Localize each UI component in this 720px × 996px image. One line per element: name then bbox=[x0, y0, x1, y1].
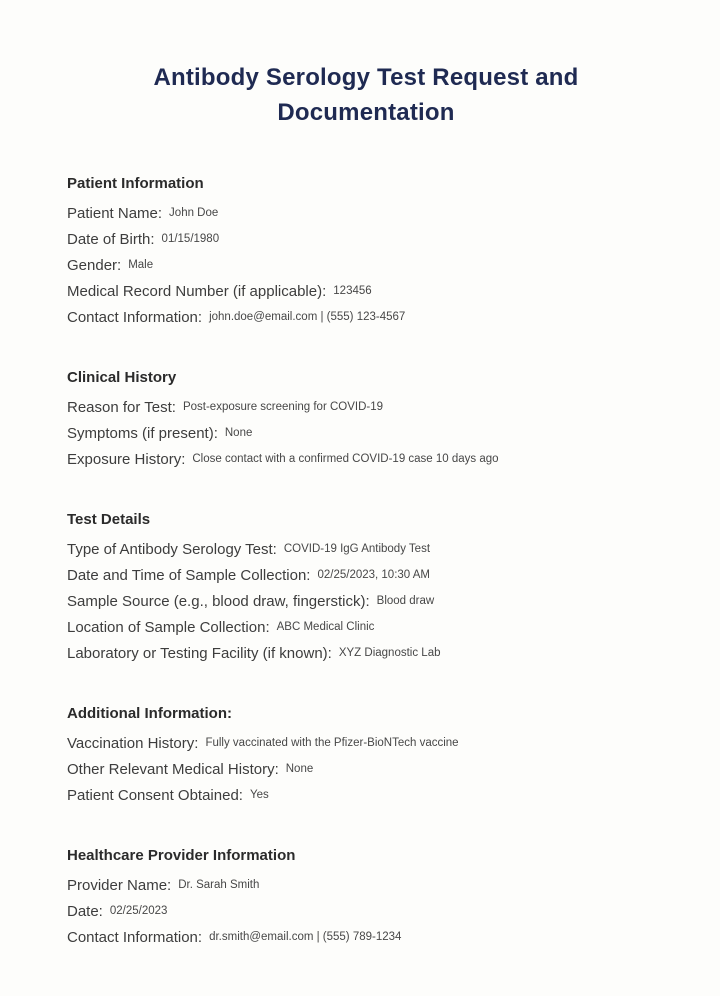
field-label: Reason for Test: bbox=[67, 399, 176, 416]
field-value: COVID-19 IgG Antibody Test bbox=[283, 543, 431, 555]
field-label: Other Relevant Medical History: bbox=[67, 761, 279, 778]
field-row bbox=[67, 787, 665, 804]
field-label: Location of Sample Collection: bbox=[67, 619, 270, 636]
field-row bbox=[67, 593, 665, 610]
field-row bbox=[67, 877, 665, 894]
field-value: john.doe@email.com | (555) 123-4567 bbox=[209, 311, 406, 323]
field-label: Exposure History: bbox=[67, 451, 186, 468]
field-value: Fully vaccinated with the Pfizer-BioNTech vaccine bbox=[205, 737, 459, 749]
field-label: Date and Time of Sample Collection: bbox=[67, 567, 311, 584]
field-row bbox=[67, 257, 665, 274]
field-value: 01/15/1980 bbox=[161, 233, 220, 245]
field-row bbox=[67, 205, 665, 222]
field-row bbox=[67, 903, 665, 920]
field-value: Male bbox=[128, 259, 154, 271]
section-heading: Healthcare Provider Information bbox=[67, 847, 296, 864]
field-label: Provider Name: bbox=[67, 877, 172, 894]
field-row bbox=[67, 451, 665, 468]
section bbox=[67, 175, 665, 326]
field-value: 123456 bbox=[333, 285, 372, 297]
field-value: 02/25/2023 bbox=[109, 905, 168, 917]
section bbox=[67, 847, 665, 946]
section-heading: Test Details bbox=[67, 511, 151, 528]
field-label: Patient Name: bbox=[67, 205, 163, 222]
field-row bbox=[67, 761, 665, 778]
field-value: ABC Medical Clinic bbox=[276, 621, 375, 633]
field-label: Medical Record Number (if applicable): bbox=[67, 283, 327, 300]
document-title: Antibody Serology Test Request and Documentation bbox=[153, 64, 579, 126]
field-row bbox=[67, 309, 665, 326]
field-row bbox=[67, 231, 665, 248]
field-value: Yes bbox=[249, 789, 269, 801]
section bbox=[67, 511, 665, 662]
field-row bbox=[67, 619, 665, 636]
field-row bbox=[67, 425, 665, 442]
field-value: dr.smith@email.com | (555) 789-1234 bbox=[209, 931, 402, 943]
field-value: 02/25/2023, 10:30 AM bbox=[317, 569, 431, 581]
field-row bbox=[67, 399, 665, 416]
field-label: Sample Source (e.g., blood draw, fingerstick): bbox=[67, 593, 370, 610]
field-value: None bbox=[224, 427, 253, 439]
field-row bbox=[67, 735, 665, 752]
field-label: Contact Information: bbox=[67, 929, 203, 946]
field-value: None bbox=[285, 763, 314, 775]
field-value: Dr. Sarah Smith bbox=[178, 879, 260, 891]
field-row bbox=[67, 645, 665, 662]
field-label: Gender: bbox=[67, 257, 122, 274]
section bbox=[67, 369, 665, 468]
field-value: Post-exposure screening for COVID-19 bbox=[182, 401, 384, 413]
document-sections bbox=[67, 175, 665, 946]
section-heading: Patient Information bbox=[67, 175, 204, 192]
field-label: Contact Information: bbox=[67, 309, 203, 326]
field-value: Blood draw bbox=[376, 595, 435, 607]
field-label: Type of Antibody Serology Test: bbox=[67, 541, 277, 558]
field-value: John Doe bbox=[169, 207, 219, 219]
section bbox=[67, 705, 665, 804]
field-row bbox=[67, 567, 665, 584]
section-heading: Additional Information: bbox=[67, 705, 232, 722]
field-label: Symptoms (if present): bbox=[67, 425, 218, 442]
field-value: Close contact with a confirmed COVID-19 case 10 days ago bbox=[192, 453, 499, 465]
field-label: Date: bbox=[67, 903, 103, 920]
field-row bbox=[67, 283, 665, 300]
field-label: Laboratory or Testing Facility (if known): bbox=[67, 645, 332, 662]
field-label: Vaccination History: bbox=[67, 735, 199, 752]
field-label: Patient Consent Obtained: bbox=[67, 787, 243, 804]
field-value: XYZ Diagnostic Lab bbox=[338, 647, 441, 659]
section-heading: Clinical History bbox=[67, 369, 177, 386]
field-row bbox=[67, 541, 665, 558]
field-row bbox=[67, 929, 665, 946]
field-label: Date of Birth: bbox=[67, 231, 155, 248]
